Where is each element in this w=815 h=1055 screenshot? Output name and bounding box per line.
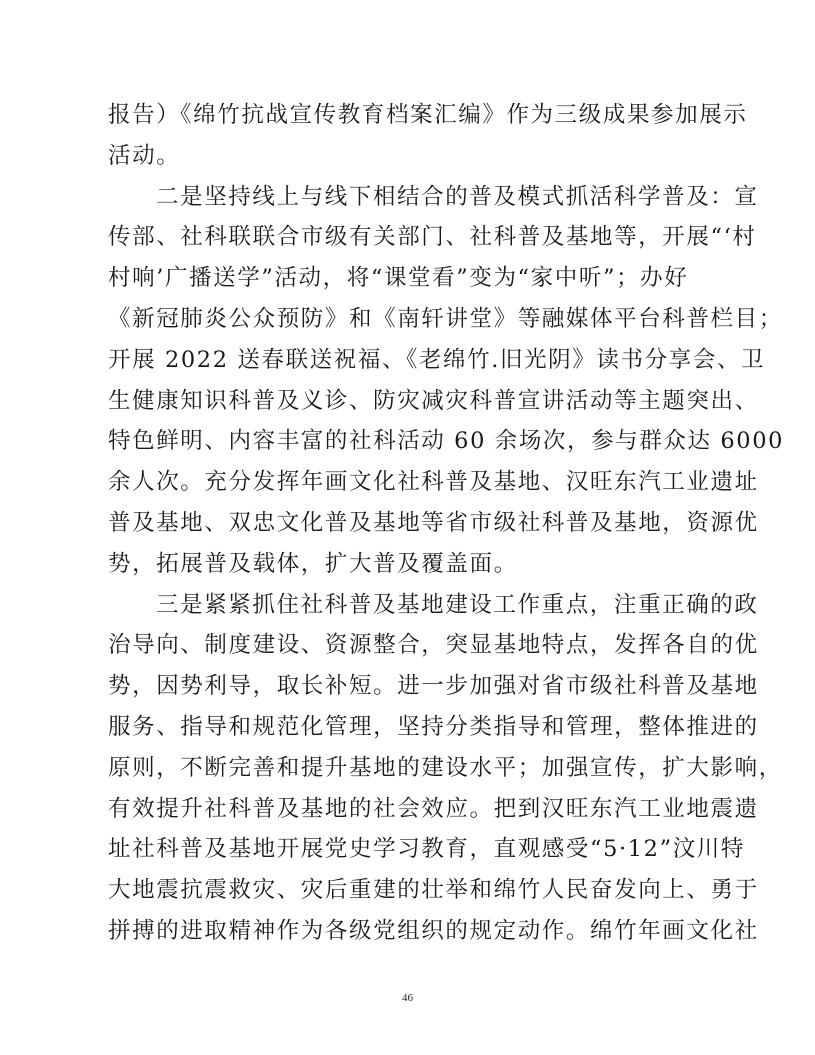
text-line: 活动。: [108, 142, 181, 169]
text-line: 拼搏的进取精神作为各级党组织的规定动作。绵竹年画文化社: [108, 917, 759, 944]
text-line: 普及基地、双忠文化普及基地等省市级社科普及基地，资源优: [108, 509, 759, 536]
page-number: 46: [402, 992, 413, 1004]
text-line: 传部、社科联联合市级有关部门、社科普及基地等，开展“‘村: [108, 224, 757, 251]
paragraph: [108, 177, 785, 585]
text-line: 《新冠肺炎公众预防》和《南轩讲堂》等融媒体平台科普栏目；: [108, 305, 783, 332]
text-line: 原则，不断完善和提升基地的建设水平；加强宣传，扩大影响，: [108, 754, 783, 781]
text-line: 报告）《绵竹抗战宣传教育档案汇编》作为三级成果参加展示: [108, 102, 748, 128]
paragraph: [108, 585, 783, 952]
document-body: [108, 95, 785, 952]
text-line: 大地震抗震救灾、灾后重建的壮举和绵竹人民奋发向上、勇于: [108, 877, 759, 904]
text-line: 治导向、制度建设、资源整合，突显基地特点，发挥各自的优: [108, 632, 759, 659]
text-line: 服务、指导和规范化管理，坚持分类指导和管理，整体推进的: [108, 713, 759, 740]
text-line: 村响’广播送学”活动，将“课堂看”变为“家中听”；办好: [108, 265, 689, 292]
text-line: 开展 2022 送春联送祝福、《老绵竹.旧光阴》读书分享会、卫: [108, 346, 766, 373]
text-line: 生健康知识科普及义诊、防灾减灾科普宣讲活动等主题突出、: [108, 387, 759, 414]
text-line: 余人次。充分发挥年画文化社科普及基地、汉旺东汽工业遗址: [108, 469, 759, 496]
text-line: 有效提升社科普及基地的社会效应。把到汉旺东汽工业地震遗: [108, 795, 759, 822]
text-line: 三是紧紧抓住社科普及基地建设工作重点，注重正确的政: [156, 591, 759, 618]
text-line: 二是坚持线上与线下相结合的普及模式抓活科学普及：宣: [156, 183, 759, 210]
text-line: 址社科普及基地开展党史学习教育，直观感受“5·12”汶川特: [108, 836, 746, 863]
paragraph: [108, 95, 748, 177]
text-line: 势，拓展普及载体，扩大普及覆盖面。: [108, 550, 518, 577]
text-line: 特色鲜明、内容丰富的社科活动 60 余场次，参与群众达 6000: [108, 428, 785, 455]
text-line: 势，因势利导，取长补短。进一步加强对省市级社科普及基地: [108, 673, 759, 700]
